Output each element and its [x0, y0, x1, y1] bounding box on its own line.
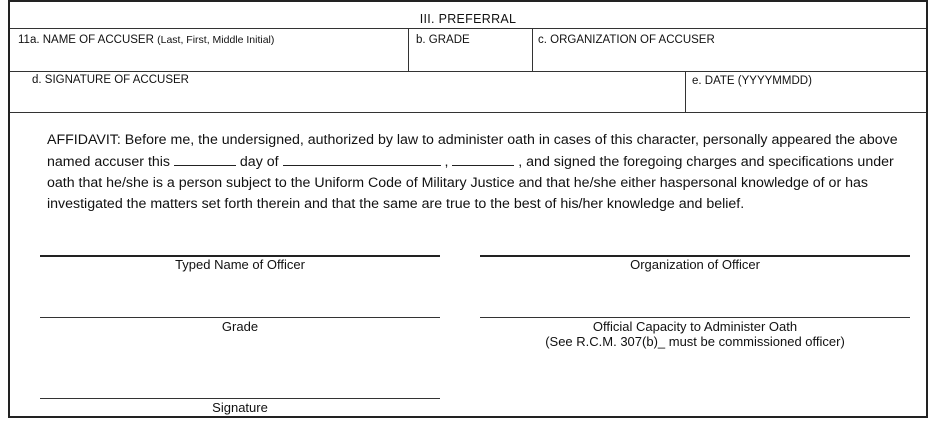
organization-caption: Organization of Officer	[630, 257, 760, 272]
month-blank[interactable]	[283, 151, 441, 166]
grade-field-label[interactable]: b. GRADE	[416, 34, 470, 46]
accuser-name-field[interactable]	[18, 34, 274, 46]
divider	[408, 28, 409, 71]
section-title: III. PREFERRAL	[419, 12, 517, 26]
typed-name-caption: Typed Name of Officer	[175, 257, 305, 272]
divider	[685, 71, 686, 112]
accuser-name-label: 11a. NAME OF ACCUSER	[18, 34, 154, 46]
affidavit-part4: , and signed the foregoing charges and specifications under oath that he/she is a person subject to the Uniform Code of Military Justice and that he/she either haspersonal knowledge of or has investigated the matters set forth therein and that the same are true to the best of his/her knowledge and belief.	[47, 154, 894, 212]
signature-line[interactable]	[40, 398, 440, 399]
capacity-line[interactable]	[480, 317, 910, 318]
capacity-caption	[480, 319, 910, 349]
affidavit-part1: AFFIDAVIT: Before me, the undersigned, authorized by law to administer oath in cases of this character, personally appeared the above named accuser this	[47, 132, 898, 170]
affidavit-part3: ,	[440, 154, 453, 170]
capacity-caption-line2: (See R.C.M. 307(b)_ must be commissioned officer)	[545, 334, 845, 349]
top-border	[10, 0, 926, 2]
organization-field-label[interactable]: c. ORGANIZATION OF ACCUSER	[538, 34, 715, 46]
grade-caption: Grade	[221, 319, 259, 334]
divider	[532, 28, 533, 71]
divider	[10, 28, 926, 29]
signature-caption: Signature	[212, 400, 268, 415]
grade-line[interactable]	[40, 317, 440, 318]
affidavit-part2: day of	[235, 154, 283, 170]
day-blank[interactable]	[174, 151, 236, 166]
year-blank[interactable]	[452, 151, 514, 166]
date-field-label[interactable]: e. DATE (YYYYMMDD)	[692, 75, 812, 87]
accuser-signature-field-label[interactable]: d. SIGNATURE OF ACCUSER	[32, 74, 189, 86]
divider	[10, 112, 926, 113]
divider	[10, 71, 926, 72]
capacity-caption-line1: Official Capacity to Administer Oath	[592, 319, 798, 334]
preferral-form	[8, 0, 928, 418]
affidavit-text	[47, 130, 907, 215]
accuser-name-hint: (Last, First, Middle Initial)	[157, 34, 275, 46]
